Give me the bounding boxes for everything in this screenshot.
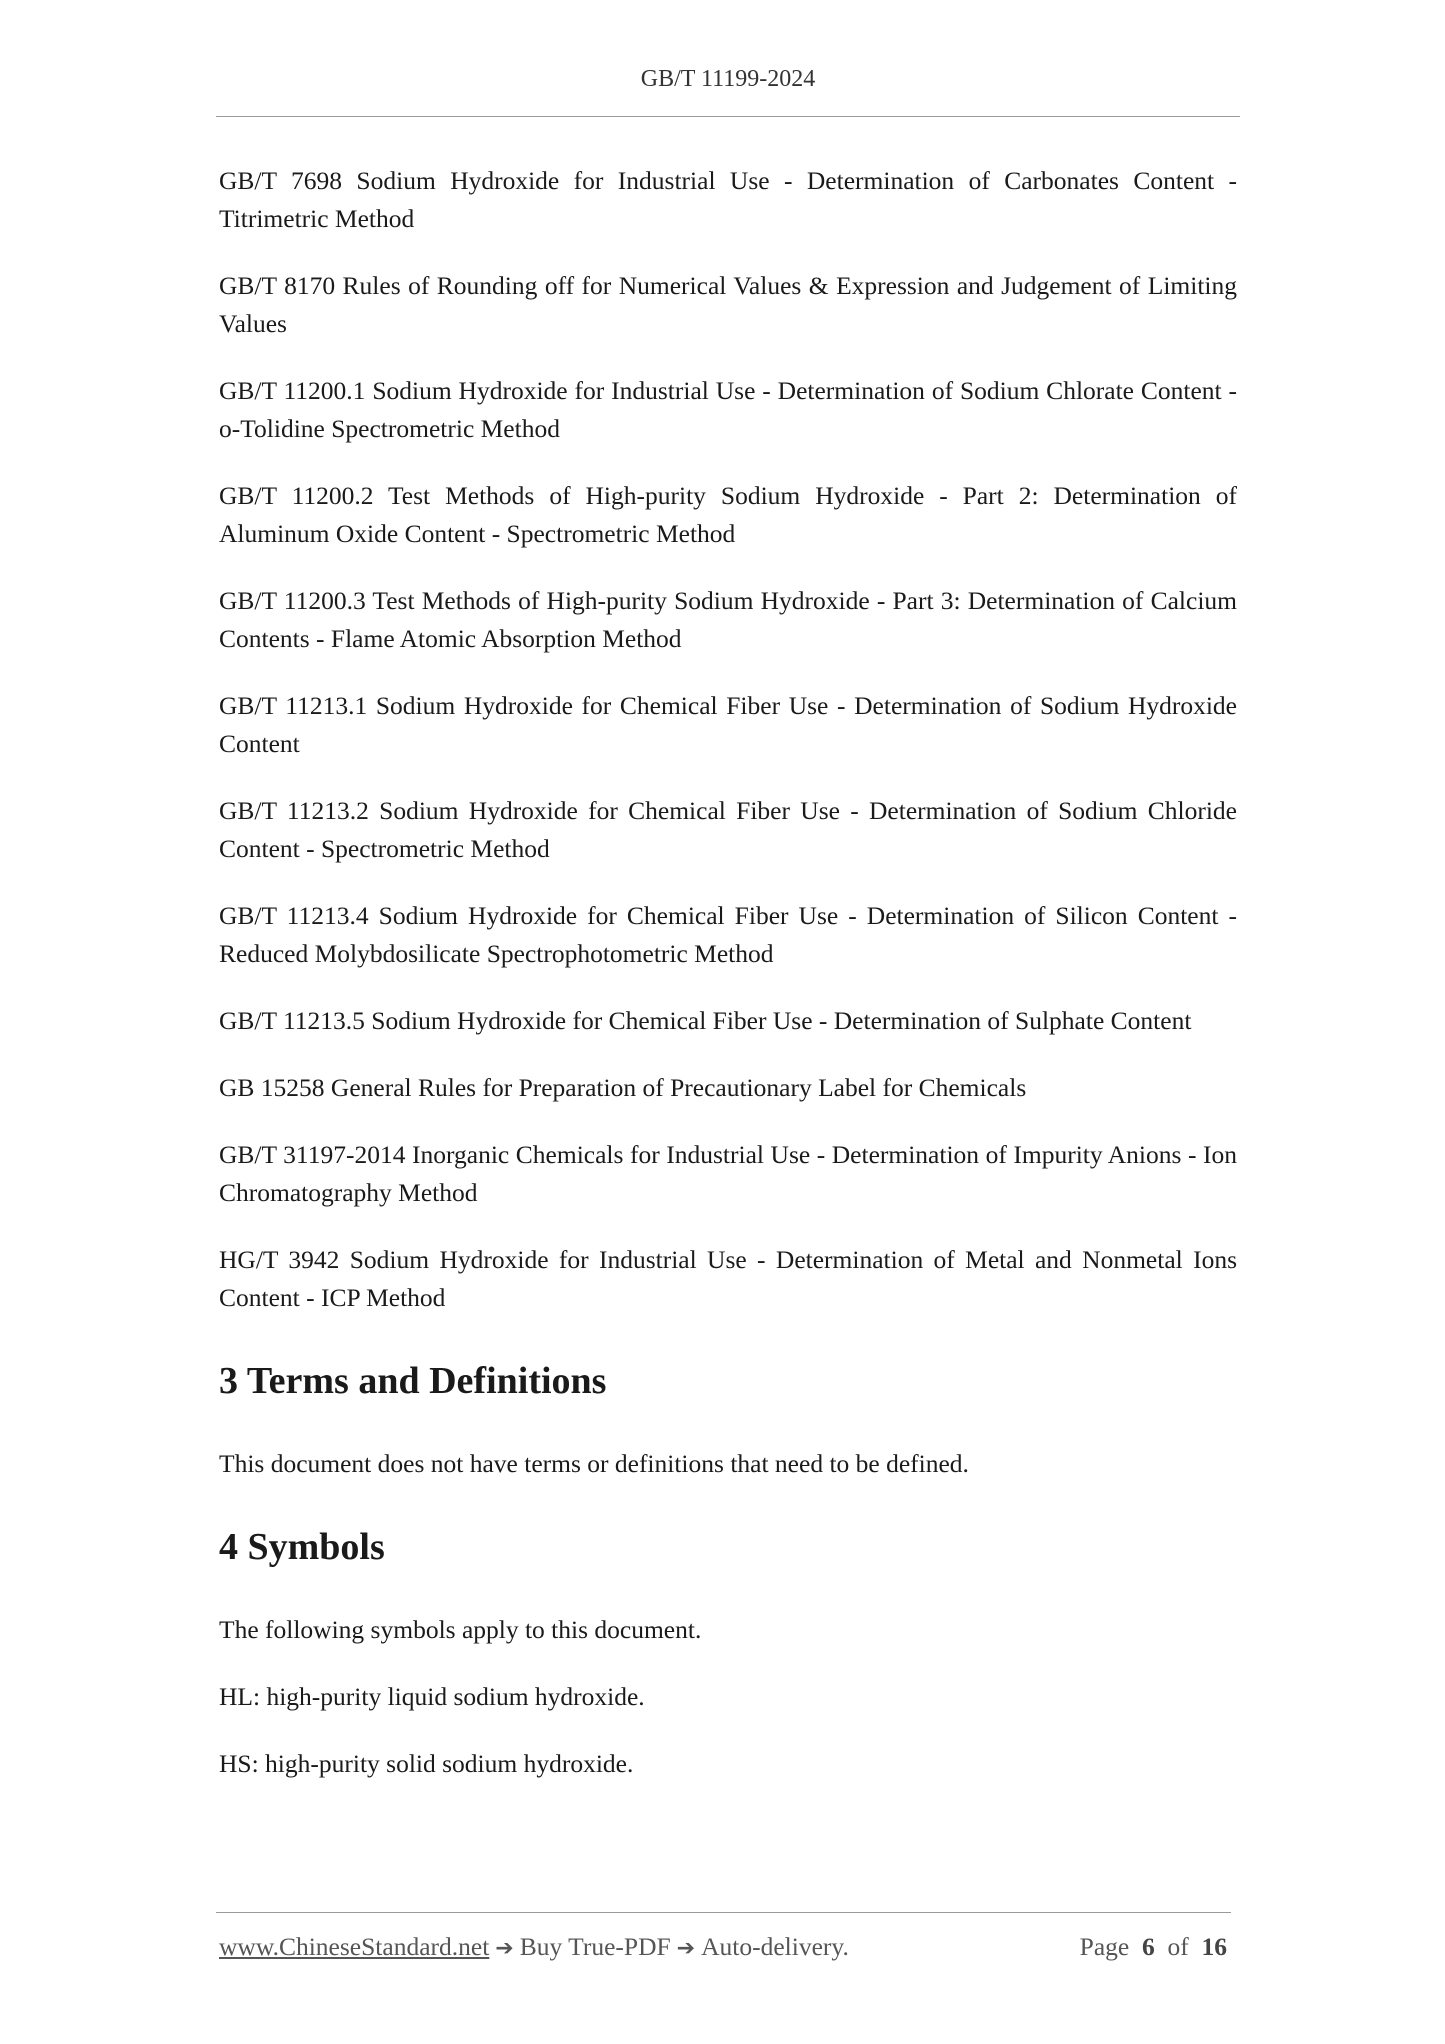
symbols-intro: The following symbols apply to this document.	[219, 1615, 702, 1644]
page-header-standard-id: GB/T 11199-2024	[640, 66, 816, 92]
header-divider	[216, 116, 1240, 117]
reference-entry: GB/T 11200.3 Test Methods of High-purity Sodium Hydroxide - Part 3: Determination of Calcium Contents - Flame Atomic Absorption Method	[219, 586, 1237, 653]
reference-entry: GB/T 31197-2014 Inorganic Chemicals for Industrial Use - Determination of Impurity Anions - Ion Chromatography Method	[219, 1140, 1237, 1207]
reference-entry: GB/T 11213.4 Sodium Hydroxide for Chemical Fiber Use - Determination of Silicon Content - Reduced Molybdosilicate Spectrophotometric Method	[219, 901, 1237, 968]
reference-entry: HG/T 3942 Sodium Hydroxide for Industrial Use - Determination of Metal and Nonmetal Ions Content - ICP Method	[219, 1245, 1237, 1312]
section-heading-symbols: 4 Symbols	[219, 1526, 385, 1568]
reference-entry: GB/T 11200.1 Sodium Hydroxide for Industrial Use - Determination of Sodium Chlorate Content - o-Tolidine Spectrometric Method	[219, 376, 1237, 443]
reference-entry: GB/T 11213.1 Sodium Hydroxide for Chemical Fiber Use - Determination of Sodium Hydroxide Content	[219, 691, 1237, 758]
page-number	[1080, 1932, 1227, 1962]
footer-divider	[216, 1912, 1231, 1913]
arrow-right-icon: ➔	[676, 1936, 696, 1961]
reference-entry: GB/T 11213.5 Sodium Hydroxide for Chemical Fiber Use - Determination of Sulphate Content	[219, 1006, 1192, 1035]
reference-entry: GB/T 7698 Sodium Hydroxide for Industrial Use - Determination of Carbonates Content - Titrimetric Method	[219, 166, 1237, 233]
section-heading-terms: 3 Terms and Definitions	[219, 1360, 607, 1402]
terms-paragraph: This document does not have terms or definitions that need to be defined.	[219, 1449, 969, 1478]
reference-entry: GB/T 11213.2 Sodium Hydroxide for Chemical Fiber Use - Determination of Sodium Chloride Content - Spectrometric Method	[219, 796, 1237, 863]
auto-delivery-text: Auto-delivery.	[701, 1932, 849, 1961]
page-current: 6	[1142, 1932, 1155, 1961]
footer-promo	[219, 1932, 849, 1962]
page-label: Page	[1079, 1932, 1130, 1961]
symbol-definition: HL: high-purity liquid sodium hydroxide.	[219, 1682, 645, 1711]
reference-entry: GB/T 8170 Rules of Rounding off for Numerical Values & Expression and Judgement of Limiting Values	[219, 271, 1237, 338]
reference-entry: GB 15258 General Rules for Preparation of Precautionary Label for Chemicals	[219, 1073, 1027, 1102]
arrow-right-icon: ➔	[495, 1936, 514, 1961]
buy-true-pdf-text: Buy True-PDF	[519, 1932, 671, 1961]
page-of-label: of	[1167, 1932, 1189, 1961]
page-content	[219, 162, 1237, 1812]
site-link[interactable]: www.ChineseStandard.net	[219, 1932, 490, 1961]
symbol-definition: HS: high-purity solid sodium hydroxide.	[219, 1749, 634, 1778]
reference-entry: GB/T 11200.2 Test Methods of High-purity Sodium Hydroxide - Part 2: Determination of Aluminum Oxide Content - Spectrometric Method	[219, 481, 1237, 548]
page-total: 16	[1201, 1932, 1227, 1961]
